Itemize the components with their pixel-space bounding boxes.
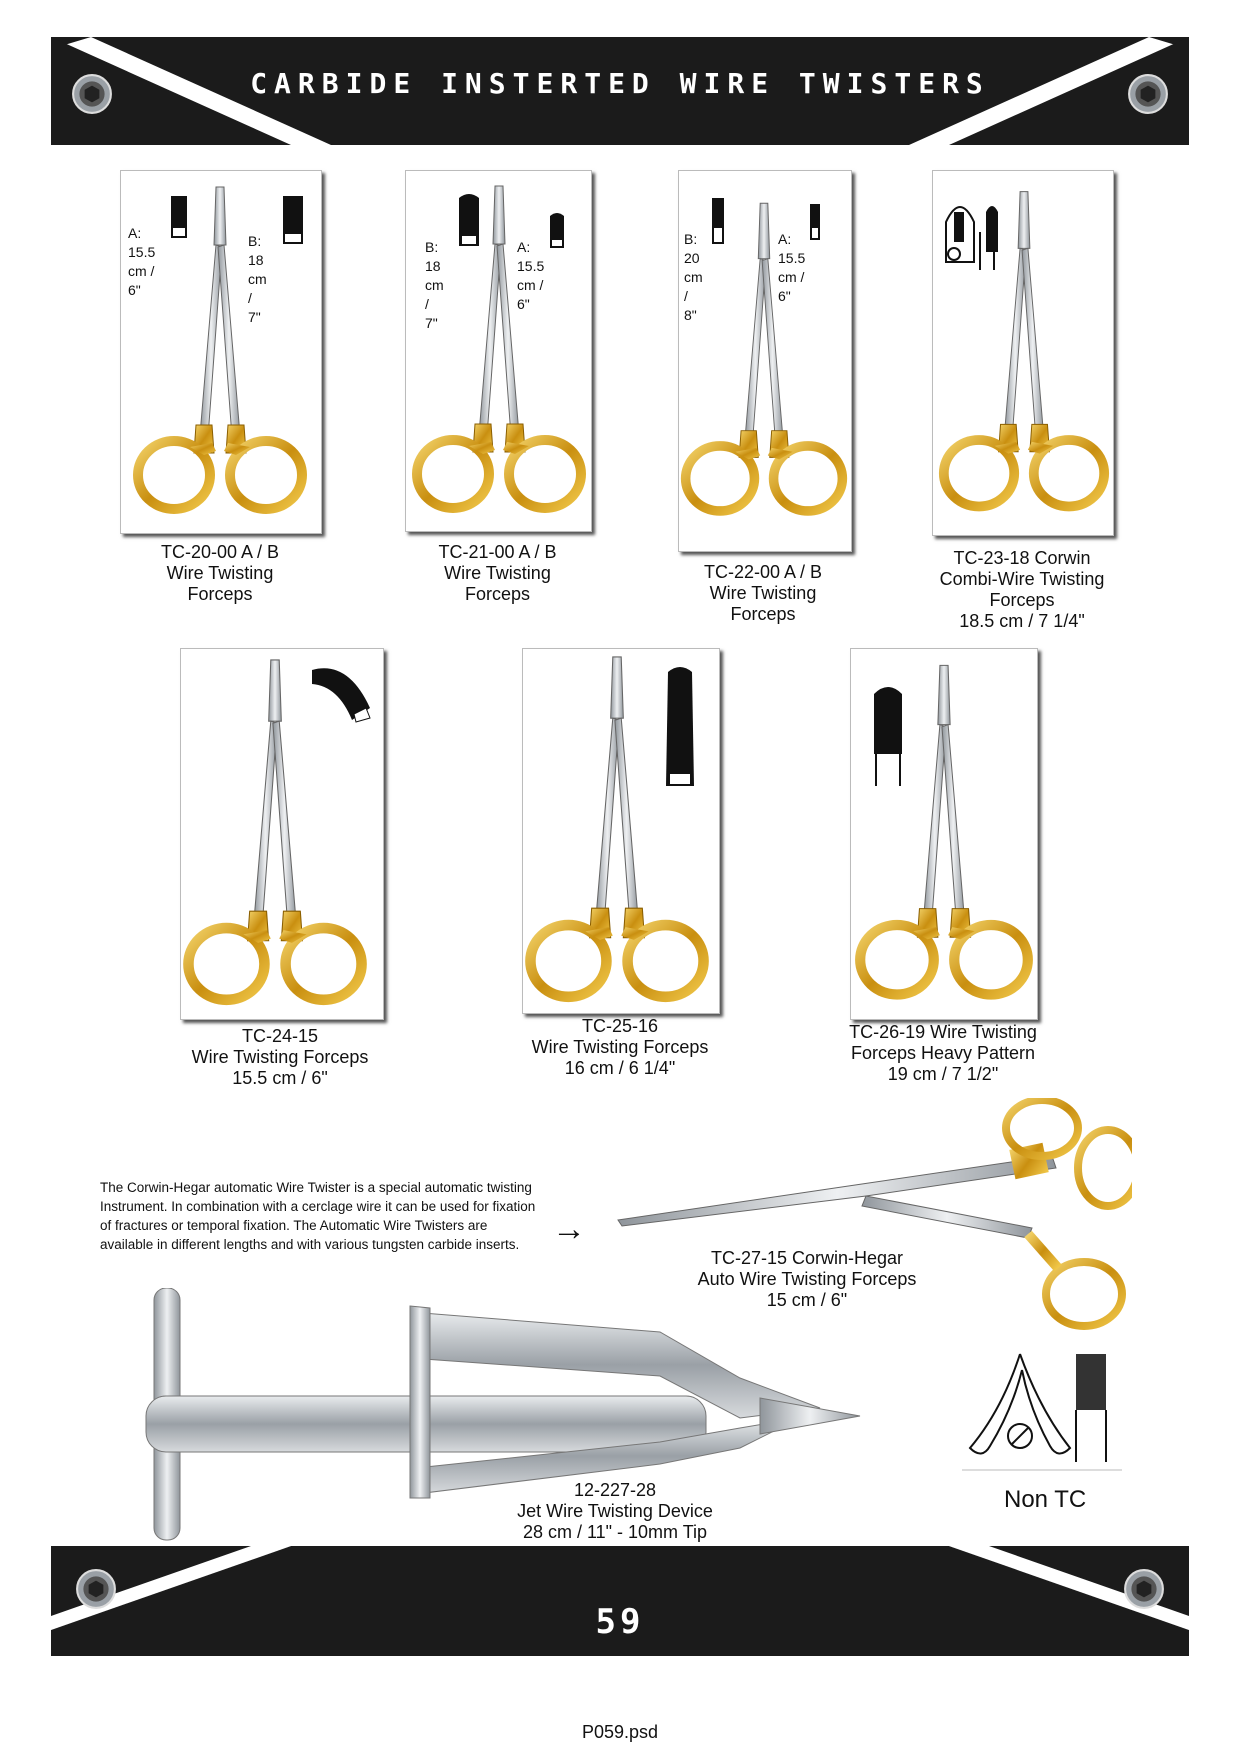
tip-profile-icon bbox=[808, 202, 822, 242]
tip-profile-icon bbox=[870, 680, 906, 788]
non-tc-label: Non TC bbox=[1004, 1486, 1087, 1513]
file-name-label: P059.psd bbox=[581, 1722, 659, 1742]
arrow-right-icon: → bbox=[552, 1210, 586, 1248]
tip-profile-icon bbox=[547, 210, 567, 250]
product-caption: TC-21-00 A / B Wire Twisting Forceps bbox=[438, 542, 557, 604]
tip-profile-icon bbox=[940, 192, 1010, 272]
product-caption: TC-23-18 Corwin Combi-Wire Twisting Forceps 18.5 cm / 7 1/4" bbox=[939, 548, 1105, 631]
tip-profile-icon bbox=[168, 194, 190, 240]
product-caption: TC-24-15 Wire Twisting Forceps 15.5 cm / 6" bbox=[191, 1026, 369, 1088]
dimension-label-a: A: 15.5 cm / 6" bbox=[517, 239, 545, 312]
jaw-detail-diagram bbox=[962, 1350, 1122, 1472]
dimension-label-a: A: 15.5 cm / 6" bbox=[778, 231, 806, 304]
dimension-label-a: A: 15.5 cm / 6" bbox=[128, 225, 156, 298]
product-caption: TC-20-00 A / B Wire Twisting Forceps bbox=[160, 542, 280, 604]
tip-profile-icon bbox=[455, 190, 483, 248]
header-banner bbox=[51, 37, 1189, 145]
dimension-label-b: B: 20 cm / 8" bbox=[684, 231, 703, 323]
forceps-image bbox=[678, 170, 850, 548]
product-caption: 12-227-28 Jet Wire Twisting Device 28 cm / 11" - 10mm Tip bbox=[517, 1480, 713, 1542]
page-title: CARBIDE INSTERTED WIRE TWISTERS bbox=[250, 67, 990, 100]
page-number: 59 bbox=[595, 1602, 645, 1642]
product-12-227-28 bbox=[140, 1288, 960, 1553]
dimension-label-b: B: 18 cm / 7" bbox=[248, 233, 267, 325]
footer-banner bbox=[51, 1546, 1189, 1656]
product-caption: TC-25-16 Wire Twisting Forceps 16 cm / 6 1/4" bbox=[531, 1016, 709, 1078]
product-caption: TC-22-00 A / B Wire Twisting Forceps bbox=[703, 562, 823, 624]
dimension-label-b: B: 18 cm / 7" bbox=[425, 239, 444, 331]
product-caption: TC-27-15 Corwin-Hegar Auto Wire Twisting Forceps 15 cm / 6" bbox=[697, 1248, 917, 1310]
product-caption: TC-26-19 Wire Twisting Forceps Heavy Pattern 19 cm / 7 1/2" bbox=[849, 1022, 1037, 1084]
tip-profile-icon bbox=[662, 662, 698, 790]
tip-profile-icon bbox=[710, 196, 726, 246]
product-description: The Corwin-Hegar automatic Wire Twister is a special automatic twisting Instrument. In combination with a cerclage wire it can be used for fixation of fractures or temporal fixation. The Automatic Wire Twisters are available in different lengths and with various tungsten carbide inserts. bbox=[100, 1180, 536, 1252]
tip-profile-icon bbox=[280, 194, 306, 246]
tip-profile-icon bbox=[308, 660, 374, 726]
